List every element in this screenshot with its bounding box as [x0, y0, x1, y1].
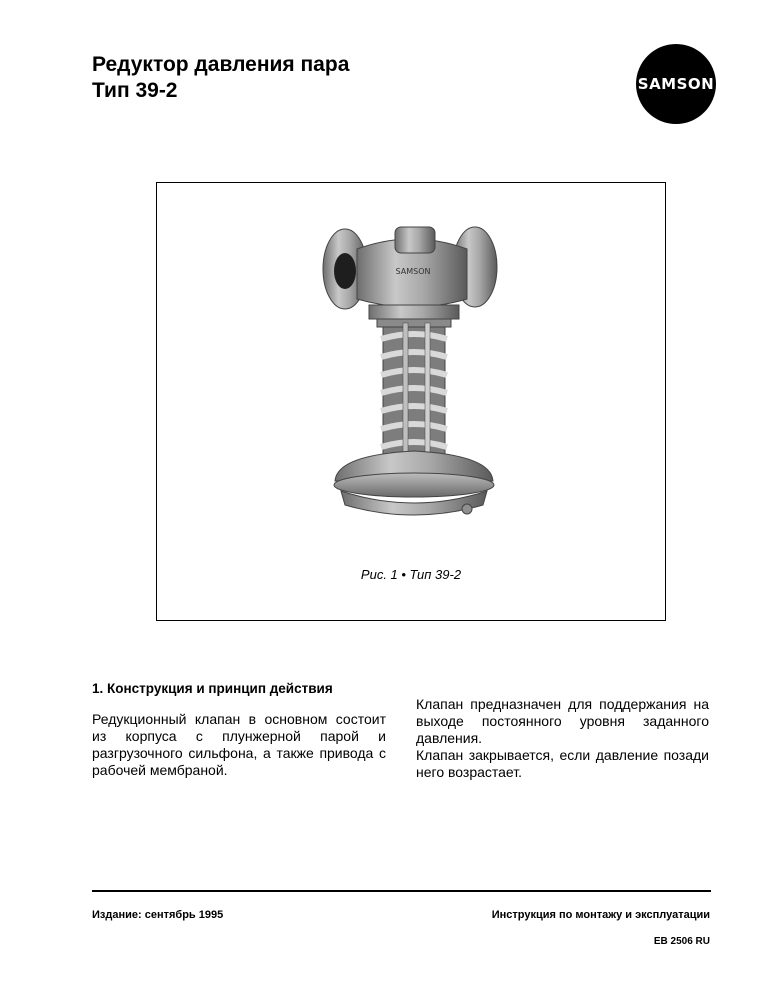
- figure-frame: [156, 182, 666, 621]
- footer-edition: Издание: сентябрь 1995: [92, 909, 224, 921]
- title-line-2: Тип 39-2: [92, 79, 178, 102]
- logo-text: SAMSON: [637, 75, 715, 93]
- footer-document-code: EB 2506 RU: [653, 936, 710, 947]
- document-title: [92, 52, 349, 104]
- valve-body-marking: SAMSON: [395, 267, 431, 276]
- right-paragraph-1: Клапан предназначен для поддержания на выходе постоянного уровня заданного давления.: [416, 696, 709, 746]
- left-column: [92, 711, 386, 779]
- samson-logo: [636, 44, 716, 124]
- valve-illustration: [317, 219, 507, 539]
- footer-manual-type: Инструкция по монтажу и эксплуатации: [491, 909, 710, 921]
- footer-divider: [92, 890, 711, 892]
- title-line-1: Редуктор давления пара: [92, 53, 350, 76]
- right-paragraph-2: Клапан закрывается, если давление позади него возрастает.: [416, 747, 709, 780]
- section-heading: 1. Конструкция и принцип действия: [92, 681, 333, 696]
- figure-caption: Рис. 1 • Тип 39-2: [360, 567, 462, 582]
- right-column: [416, 696, 709, 781]
- left-paragraph: Редукционный клапан в основном состоит из корпуса с плунжерной парой и разгрузочного сильфона, а также привода с рабочей мембраной.: [92, 711, 386, 778]
